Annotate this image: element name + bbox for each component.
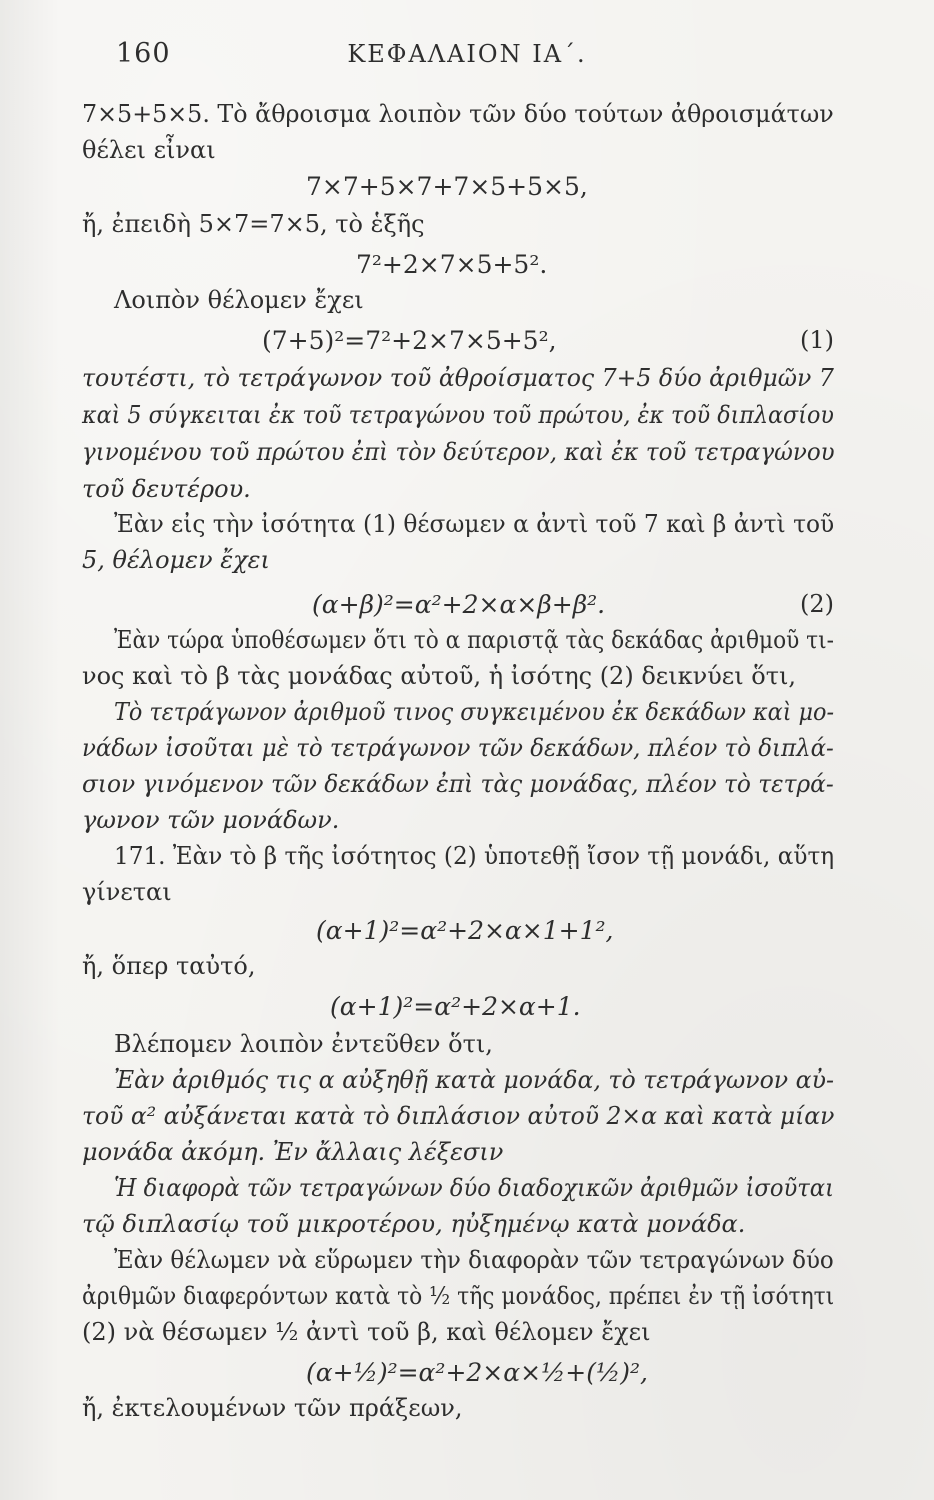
equation-3: (7+5)²=7²+2×7×5+5², xyxy=(262,326,557,355)
page-fold-shadow xyxy=(0,0,60,1500)
text-line-15: σιον γινόμενον τῶν δεκάδων ἐπὶ τὰς μονάδας, πλέον τὸ τετρά- xyxy=(82,770,834,798)
text-line-5: τουτέστι, τὸ τετράγωνον τοῦ ἀθροίσματος 7+5 δύο ἀριθμῶν 7 xyxy=(82,364,834,392)
page-header xyxy=(0,38,934,78)
text-line-21: Ἐὰν ἀριθμός τις α αὐξηθῇ κατὰ μονάδα, τὸ τετράγωνον αὐ- xyxy=(114,1066,834,1094)
text-line-9: Ἐὰν εἰς τὴν ἰσότητα (1) θέσωμεν α ἀντὶ τοῦ 7 καὶ β ἀντὶ τοῦ xyxy=(114,510,835,538)
text-line-3: ἤ, ἐπειδὴ 5×7=7×5, τὸ ἑξῆς xyxy=(82,210,425,238)
text-line-2: θέλει εἶναι xyxy=(82,136,216,164)
running-head: ΚΕΦΑΛΑΙΟΝ ΙΑ΄. xyxy=(347,40,587,68)
text-line-23: μονάδα ἀκόμη. Ἐν ἄλλαις λέξεσιν xyxy=(82,1138,504,1166)
text-line-10: 5, θέλομεν ἔχει xyxy=(82,546,270,574)
text-line-12: νος καὶ τὸ β τὰς μονάδας αὐτοῦ, ἡ ἰσότης (2) δεικνύει ὅτι, xyxy=(82,662,797,690)
text-line-20: Βλέπομεν λοιπὸν ἐντεῦθεν ὅτι, xyxy=(114,1030,493,1058)
text-line-29: ἤ, ἐκτελουμένων τῶν πράξεων, xyxy=(82,1394,463,1422)
text-line-28: (2) νὰ θέσωμεν ½ ἀντὶ τοῦ β, καὶ θέλομεν ἔχει xyxy=(82,1318,651,1346)
text-line-24: Ἡ διαφορὰ τῶν τετραγώνων δύο διαδοχικῶν ἀριθμῶν ἰσοῦται xyxy=(114,1174,834,1202)
page-number: 160 xyxy=(116,38,171,69)
equation-2: 7²+2×7×5+5². xyxy=(356,250,548,279)
text-line-18: γίνεται xyxy=(82,878,172,906)
equation-3-number: (1) xyxy=(800,326,834,354)
text-line-19: ἤ, ὅπερ ταὐτό, xyxy=(82,952,256,980)
text-line-25: τῷ διπλασίῳ τοῦ μικροτέρου, ηὐξημένῳ κατὰ μονάδα. xyxy=(82,1210,746,1238)
equation-7: (α+½)²=α²+2×α×½+(½)², xyxy=(306,1358,648,1387)
text-line-8: τοῦ δευτέρου. xyxy=(82,475,251,503)
text-line-27: ἀριθμῶν διαφερόντων κατὰ τὸ ½ τῆς μονάδος, πρέπει ἐν τῇ ἰσότητι xyxy=(82,1282,835,1310)
text-line-22: τοῦ α² αὐξάνεται κατὰ τὸ διπλάσιον αὐτοῦ 2×α καὶ κατὰ μίαν xyxy=(82,1102,835,1130)
text-line-4: Λοιπὸν θέλομεν ἔχει xyxy=(114,286,364,314)
text-line-1: 7×5+5×5. Τὸ ἄθροισμα λοιπὸν τῶν δύο τούτων ἀθροισμάτων xyxy=(82,100,834,128)
text-line-13: Τὸ τετράγωνον ἀριθμοῦ τινος συγκειμένου ἐκ δεκάδων καὶ μο- xyxy=(114,698,835,726)
text-line-7: γινομένου τοῦ πρώτου ἐπὶ τὸν δεύτερον, καὶ ἐκ τοῦ τετραγώνου xyxy=(82,438,835,466)
equation-1: 7×7+5×7+7×5+5×5, xyxy=(306,172,588,201)
text-line-11: Ἐὰν τώρα ὑποθέσωμεν ὅτι τὸ α παριστᾷ τὰς δεκάδας ἀριθμοῦ τι- xyxy=(114,626,834,654)
text-line-16: γωνον τῶν μονάδων. xyxy=(82,806,340,834)
equation-6: (α+1)²=α²+2×α+1. xyxy=(330,992,581,1021)
equation-5: (α+1)²=α²+2×α×1+1², xyxy=(316,916,614,945)
text-line-14: νάδων ἰσοῦται μὲ τὸ τετράγωνον τῶν δεκάδων, πλέον τὸ διπλά- xyxy=(82,734,834,762)
text-line-26: Ἐὰν θέλωμεν νὰ εὕρωμεν τὴν διαφορὰν τῶν τετραγώνων δύο xyxy=(114,1246,834,1274)
text-line-17: 171. Ἐὰν τὸ β τῆς ἰσότητος (2) ὑποτεθῇ ἴσον τῇ μονάδι, αὕτη xyxy=(114,842,835,870)
equation-4: (α+β)²=α²+2×α×β+β². xyxy=(312,590,606,619)
text-line-6: καὶ 5 σύγκειται ἐκ τοῦ τετραγώνου τοῦ πρώτου, ἐκ τοῦ διπλασίου xyxy=(82,401,834,429)
equation-4-number: (2) xyxy=(800,590,834,618)
